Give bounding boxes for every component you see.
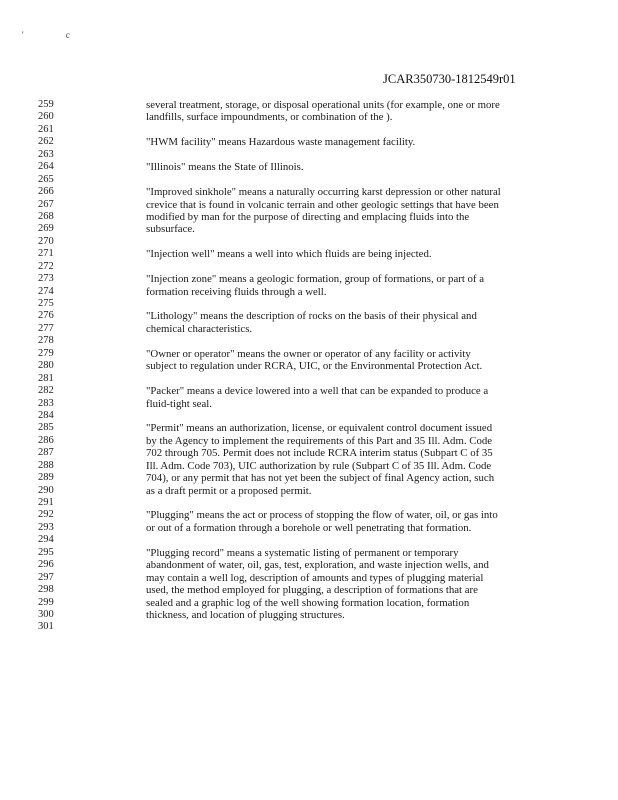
text-line (146, 497, 556, 509)
text-line (146, 410, 556, 422)
line-number: 287 (38, 447, 54, 459)
text-line (146, 124, 556, 136)
line-number: 297 (38, 571, 54, 583)
text-line: used, the method employed for plugging, a description of formations that are (146, 584, 478, 597)
line-number: 281 (38, 372, 54, 384)
line-number: 263 (38, 148, 54, 160)
text-line: 702 through 705. Permit does not include RCRA interim status (Subpart C of 35 (146, 447, 493, 460)
text-line: 704), or any permit that has not yet been the subject of final Agency action, such (146, 472, 495, 485)
text-line: chemical characteristics. (146, 322, 253, 335)
text-line: may contain a well log, description of amounts and types of plugging material (146, 571, 484, 584)
text-line: subject to regulation under RCRA, UIC, or the Environmental Protection Act. (146, 360, 483, 373)
line-number: 291 (38, 497, 54, 508)
text-line: "Plugging" means the act or process of stopping the flow of water, oil, or gas into (146, 509, 498, 522)
text-line: "Lithology" means the description of rocks on the basis of their physical and (146, 310, 477, 323)
line-number: 289 (38, 472, 54, 484)
line-number: 278 (38, 335, 54, 347)
line-number: 262 (38, 136, 54, 148)
text-line: as a draft permit or a proposed permit. (146, 484, 312, 497)
text-line (146, 174, 556, 186)
line-number: 286 (38, 434, 54, 446)
text-line: formation receiving fluids through a well. (146, 285, 327, 298)
text-line (146, 621, 556, 633)
line-number: 259 (38, 99, 54, 110)
corner-mark: ' c (22, 30, 90, 40)
text-line: "Injection zone" means a geologic formation, group of formations, or part of a (146, 273, 485, 286)
line-number: 292 (38, 509, 54, 521)
line-number: 294 (38, 534, 54, 546)
text-line: abandonment of water, oil, gas, test, exploration, and waste injection wells, and (146, 559, 489, 572)
text-line (146, 236, 556, 248)
line-number: 260 (38, 111, 54, 123)
line-number: 285 (38, 422, 54, 434)
document-body (146, 99, 556, 634)
text-line: several treatment, storage, or disposal operational units (for example, one or more (146, 99, 500, 111)
line-number: 299 (38, 596, 54, 608)
line-number: 275 (38, 298, 54, 309)
text-line: sealed and a graphic log of the well showing formation location, formation (146, 596, 470, 609)
line-number: 274 (38, 285, 54, 297)
line-number: 290 (38, 484, 54, 496)
document-id: JCAR350730-1812549r01 (383, 72, 516, 86)
text-line: "Illinois" means the State of Illinois. (146, 161, 304, 174)
text-line: or out of a formation through a borehole or well penetrating that formation. (146, 521, 472, 534)
line-number: 300 (38, 608, 54, 620)
text-line (146, 298, 556, 310)
line-number: 279 (38, 347, 54, 359)
line-number: 268 (38, 210, 54, 222)
text-line: "Permit" means an authorization, license, or equivalent control document issued (146, 422, 493, 435)
text-line: "Owner or operator" means the owner or operator of any facility or activity (146, 347, 471, 360)
text-line: "Injection well" means a well into which fluids are being injected. (146, 248, 432, 261)
text-line (146, 149, 556, 161)
line-number-column (38, 99, 68, 634)
line-number: 283 (38, 397, 54, 409)
text-line: landfills, surface impoundments, or combination of the ). (146, 111, 393, 124)
line-number: 282 (38, 385, 54, 397)
text-line: subsurface. (146, 223, 195, 236)
text-line (146, 335, 556, 347)
line-number: 271 (38, 248, 54, 260)
line-number: 293 (38, 521, 54, 533)
line-number: 266 (38, 186, 54, 198)
text-line: "Improved sinkhole" means a naturally occurring karst depression or other natural (146, 186, 501, 199)
line-number: 265 (38, 173, 54, 185)
text-line: thickness, and location of plugging structures. (146, 608, 345, 621)
text-line: crevice that is found in volcanic terrain and other geologic settings that have been (146, 198, 499, 211)
text-line (146, 373, 556, 385)
text-line: modified by man for the purpose of directing and emplacing fluids into the (146, 210, 470, 223)
line-number: 269 (38, 223, 54, 235)
text-line: "Plugging record" means a systematic listing of permanent or temporary (146, 546, 459, 559)
line-number: 280 (38, 360, 54, 372)
text-line: by the Agency to implement the requirements of this Part and 35 Ill. Adm. Code (146, 434, 493, 447)
line-number: 301 (38, 621, 54, 633)
line-number: 273 (38, 273, 54, 285)
text-line: Ill. Adm. Code 703), UIC authorization by rule (Subpart C of 35 Ill. Adm. Code (146, 459, 492, 472)
line-number: 298 (38, 584, 54, 596)
line-number: 284 (38, 409, 54, 421)
line-number: 272 (38, 260, 54, 272)
line-number: 261 (38, 123, 54, 135)
line-number: 276 (38, 310, 54, 322)
line-number: 264 (38, 161, 54, 173)
line-number: 296 (38, 559, 54, 571)
text-line (146, 534, 556, 546)
line-number: 295 (38, 546, 54, 558)
text-line (146, 261, 556, 273)
line-number: 277 (38, 322, 54, 334)
text-line: "HWM facility" means Hazardous waste management facility. (146, 136, 416, 149)
line-number: 267 (38, 198, 54, 210)
line-number: 270 (38, 235, 54, 247)
text-line: "Packer" means a device lowered into a well that can be expanded to produce a (146, 385, 489, 398)
line-number: 288 (38, 459, 54, 471)
text-line: fluid-tight seal. (146, 397, 212, 410)
